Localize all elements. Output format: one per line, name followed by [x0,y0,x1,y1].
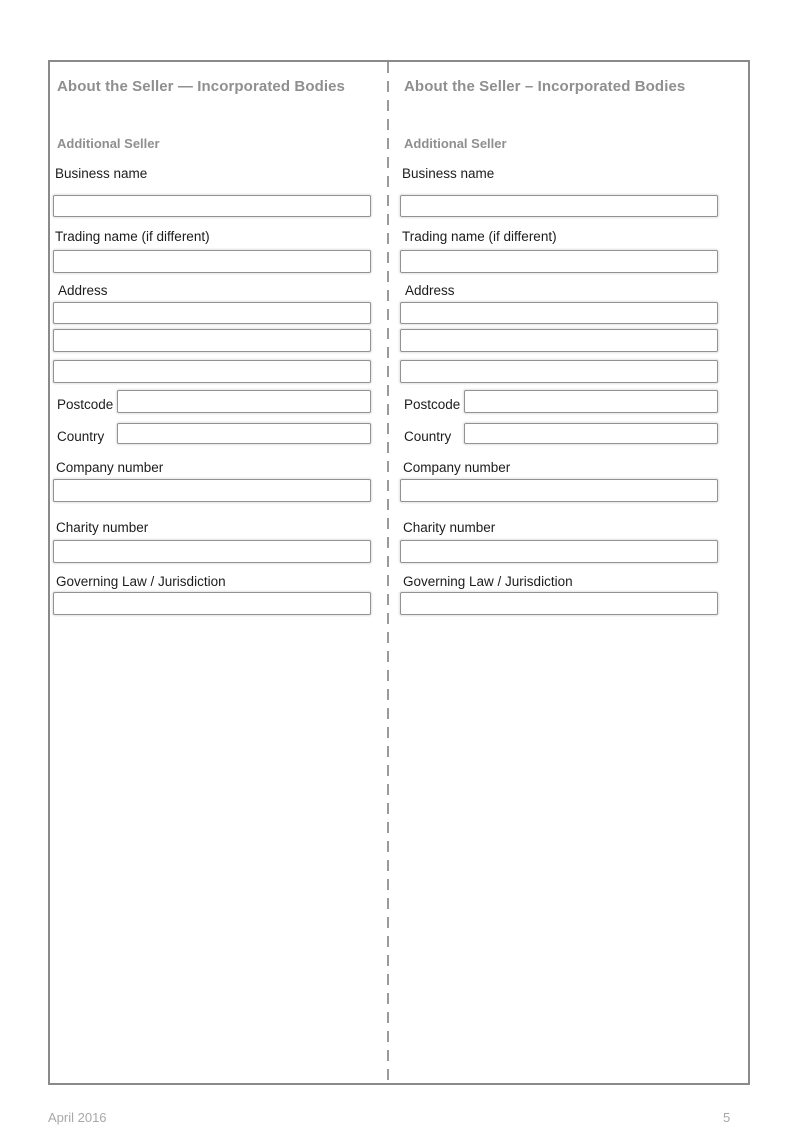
governing-law-label: Governing Law / Jurisdiction [56,574,226,589]
country-label: Country [57,429,105,444]
postcode-input[interactable] [117,390,371,413]
column-divider [387,62,389,1082]
business-name-label: Business name [402,166,495,181]
business-name-label: Business name [55,166,148,181]
additional-seller-heading: Additional Seller [57,136,160,151]
country-label: Country [404,429,452,444]
governing-law-input[interactable] [400,592,718,615]
charity-number-label: Charity number [56,520,149,535]
section-title: About the Seller – Incorporated Bodies [404,78,686,95]
business-name-input[interactable] [53,195,371,217]
address-line-1-input[interactable] [53,302,371,324]
company-number-label: Company number [403,460,511,475]
company-number-input[interactable] [400,479,718,502]
country-input[interactable] [117,423,371,444]
trading-name-label: Trading name (if different) [402,229,557,244]
charity-number-label: Charity number [403,520,496,535]
trading-name-input[interactable] [53,250,371,273]
governing-law-label: Governing Law / Jurisdiction [403,574,573,589]
business-name-input[interactable] [400,195,718,217]
address-line-1-input[interactable] [400,302,718,324]
section-title: About the Seller — Incorporated Bodies [57,78,346,95]
address-line-3-input[interactable] [53,360,371,383]
additional-seller-heading: Additional Seller [404,136,507,151]
company-number-label: Company number [56,460,164,475]
governing-law-input[interactable] [53,592,371,615]
trading-name-input[interactable] [400,250,718,273]
address-label: Address [405,283,455,298]
postcode-input[interactable] [464,390,718,413]
address-label: Address [58,283,108,298]
company-number-input[interactable] [53,479,371,502]
footer-date: April 2016 [48,1110,107,1125]
country-input[interactable] [464,423,718,444]
seller-column-left [53,0,373,1085]
seller-column-right [400,0,720,1085]
trading-name-label: Trading name (if different) [55,229,210,244]
address-line-2-input[interactable] [53,329,371,352]
postcode-label: Postcode [57,397,114,412]
footer-page-number: 5 [723,1110,731,1125]
postcode-label: Postcode [404,397,461,412]
address-line-2-input[interactable] [400,329,718,352]
charity-number-input[interactable] [53,540,371,563]
charity-number-input[interactable] [400,540,718,563]
address-line-3-input[interactable] [400,360,718,383]
